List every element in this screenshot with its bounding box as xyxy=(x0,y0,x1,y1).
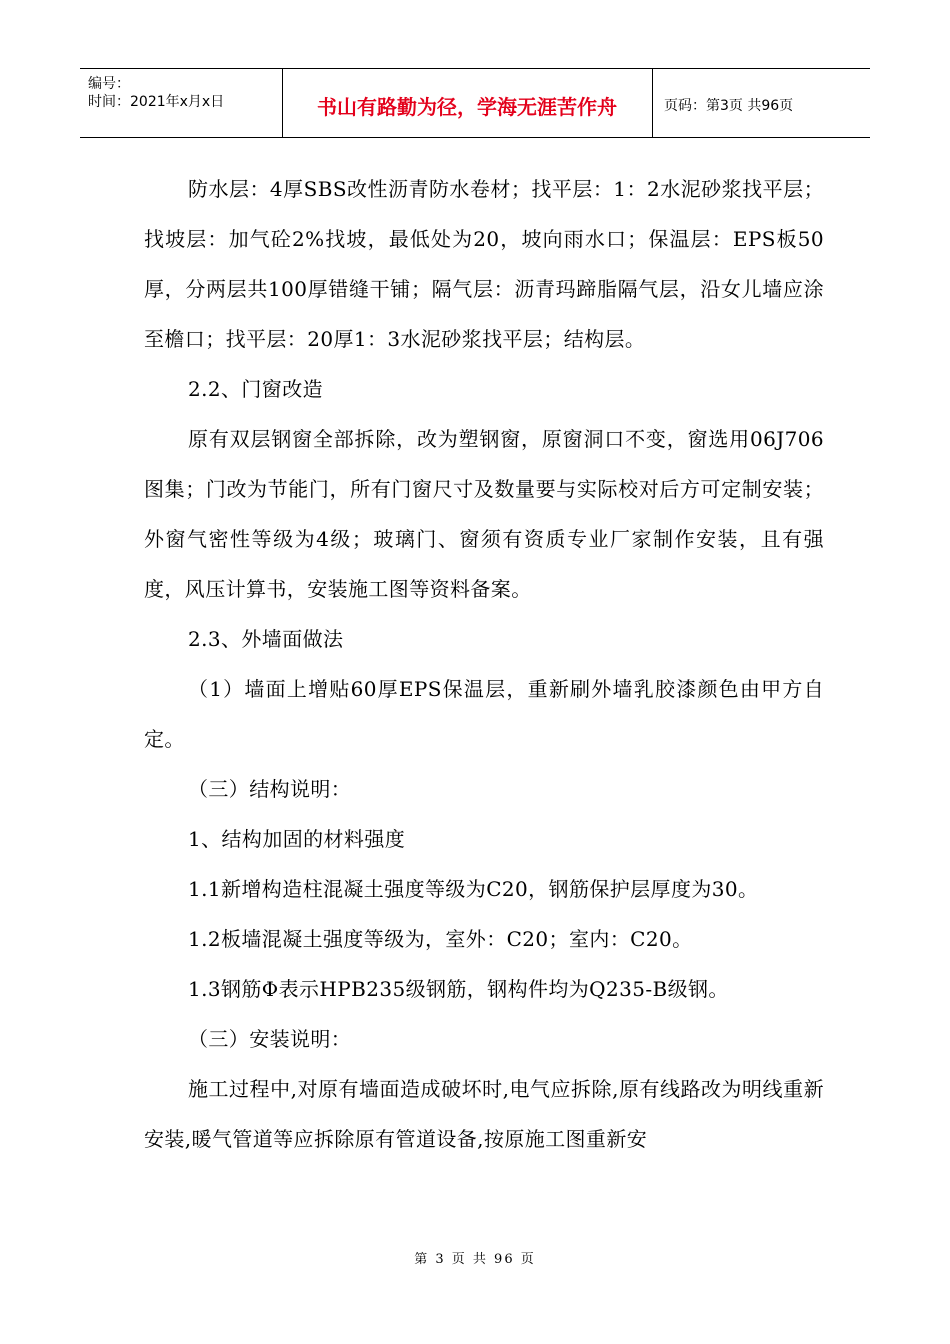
document-body xyxy=(144,164,824,1164)
header-page-info: 页码：第3页 共96页 xyxy=(664,98,794,114)
section-heading-installation: （三）安装说明： xyxy=(188,1027,352,1051)
section-heading-exterior-wall: 2.3、外墙面做法 xyxy=(188,627,344,651)
header-meta-cell xyxy=(80,69,283,137)
section-heading-structure: （三）结构说明： xyxy=(188,777,352,801)
paragraph-item-1-3: 1.3钢筋Φ表示HPB235级钢筋，钢构件均为Q235-B级钢。 xyxy=(188,977,729,1001)
page-footer: 第 3 页 共 96 页 xyxy=(414,1252,536,1267)
document-date-label: 时间：2021年x月x日 xyxy=(88,94,225,110)
paragraph-item-1-2: 1.2板墙混凝土强度等级为，室外：C20；室内：C20。 xyxy=(188,927,693,951)
section-heading-material-strength: 1、结构加固的材料强度 xyxy=(188,827,406,851)
header-motto-cell xyxy=(282,69,653,137)
header-motto: 书山有路勤为径，学海无涯苦作舟 xyxy=(317,95,617,119)
paragraph-doors-windows: 原有双层钢窗全部拆除，改为塑钢窗，原窗洞口不变，窗选用06J706图集；门改为节能门，所有门窗尺寸及数量要与实际校对后方可定制安装；外窗气密性等级为4级；玻璃门、窗须有资质专业厂家制作安装，且有强度，风压计算书，安装施工图等资料备案。 xyxy=(144,427,824,601)
document-number-label: 编号： xyxy=(88,76,130,92)
paragraph-installation: 施工过程中,对原有墙面造成破坏时,电气应拆除,原有线路改为明线重新安装,暖气管道等应拆除原有管道设备,按原施工图重新安 xyxy=(144,1077,824,1151)
paragraph-roof-layers: 防水层：4厚SBS改性沥青防水卷材；找平层：1：2水泥砂浆找平层；找坡层：加气砼2%找坡，最低处为20，坡向雨水口；保温层：EPS板50厚，分两层共100厚错缝干铺；隔气层：沥青玛蹄脂隔气层，沿女儿墙应涂至檐口；找平层：20厚1：3水泥砂浆找平层；结构层。 xyxy=(144,177,824,351)
header-page-cell xyxy=(652,69,870,137)
paragraph-exterior-wall: （1）墙面上增贴60厚EPS保温层，重新刷外墙乳胶漆颜色由甲方自定。 xyxy=(144,677,824,751)
page-header xyxy=(80,68,870,138)
paragraph-item-1-1: 1.1新增构造柱混凝土强度等级为C20，钢筋保护层厚度为30。 xyxy=(188,877,759,901)
section-heading-doors-windows: 2.2、门窗改造 xyxy=(188,377,324,401)
